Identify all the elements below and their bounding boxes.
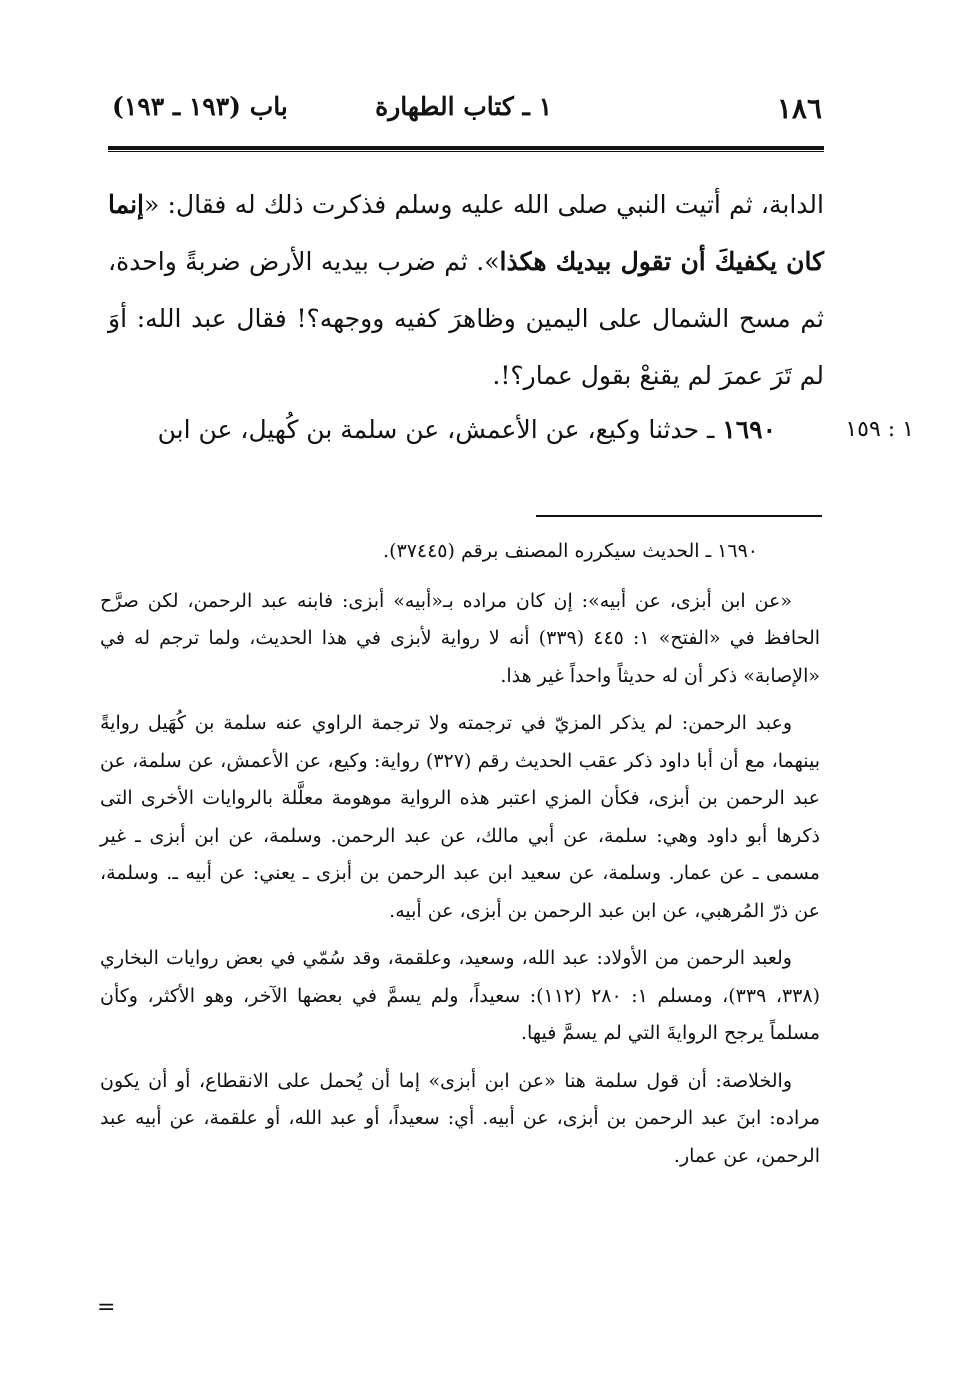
footnote-2: «عن ابن أبزى، عن أبيه»: إن كان مراده بـ«أبيه» أبزى: فابنه عبد الرحمن، لكن صرَّح الحافظ في «الفتح» ١: ٤٤٥ (٣٣٩) أنه لا رواية لأبزى في هذا الحديث، ولما ترجم له في «الإصابة» ذكر أن له حديثاً واحداً غير هذا. (100, 589, 821, 687)
margin-reference: ١ : ١٥٩ (845, 417, 914, 442)
book-title: ١ ـ كتاب الطهارة (375, 92, 552, 121)
main-text-part: الدابة، ثم أتيت النبي صلى الله عليه وسلم فذكرت ذلك له فقال: « (143, 190, 824, 219)
footnote-3: وعبد الرحمن: لم يذكر المزيّ في ترجمته ولا ترجمة الراوي عنه سلمة بن كُهَيل روايةً بينهما، مع أن أبا داود ذكر عقب الحديث رقم (٣٢٧) رواية: وكيع، عن الأعمش، عن سلمة، عن عبد الرحمن بن أبزى، فكأن المزي اعتبر هذه الرواية موهومة معلَّلة بالروايات الأخرى التى ذكرها أبو داود وهي: سلمة، عن أبي مالك، عن عبد الرحمن. وسلمة، عن ابن أبزى ـ غير مسمى ـ عن عمار. وسلمة، عن سعيد ابن عبد الرحمن بن أبزى ـ يعني: عن أبيه ـ. وسلمة، عن ذرّ المُرهبي، عن ابن عبد الرحمن بن أبزى، عن أبيه. (100, 712, 820, 922)
hadith-line (108, 405, 824, 455)
footnote-separator (536, 515, 822, 517)
header-rule-thin (108, 151, 824, 152)
main-paragraph (108, 176, 824, 404)
footnote-5: والخلاصة: أن قول سلمة هنا «عن ابن أبزى» إما أن يُحمل على الانقطاع، أو أن يكون مراده: ابنَ عبد الرحمن بن أبزى، عن أبيه. أي: سعيداً، أو عبد الله، أو علقمة، عن أبيه عبد الرحمن، عن عمار. (100, 1069, 820, 1167)
footnote-4: ولعبد الرحمن من الأولاد: عبد الله، وسعيد، وعلقمة، وقد سُمّي في بعض روايات البخاري (٣٣٨، ٣٣٩)، ومسلم ١: ٢٨٠ (١١٢): سعيداً، ولم يسمَّ في بعضها الآخر، وهو الأكثر، وكأن مسلماً يرجح الروايةَ التي لم يسمَّ فيها. (100, 947, 820, 1044)
main-text (108, 176, 824, 404)
hadith-text: ـ حدثنا وكيع، عن الأعمش، عن سلمة بن كُهيل، عن ابن (157, 415, 715, 444)
footnotes (100, 533, 820, 1185)
prophet-quote: إنما كان يكفيكَ أن تقول بيديك هكذا (108, 190, 824, 276)
header-rule (108, 146, 824, 150)
footnote-1: ١٦٩٠ ـ الحديث سيكرره المصنف برقم (٣٧٤٤٥). (383, 540, 758, 562)
hadith-number: ١٦٩٠ (722, 415, 776, 444)
chapter-title: باب (١٩٣ ـ ١٩٣) (112, 92, 288, 121)
main-text-part: ». ثم ضرب بيديه الأرض ضربةً واحدة، ثم مسح الشمال على اليمين وظاهرَ كفيه ووجهه؟! فقال عبد الله: أوَ لم تَرَ عمرَ لم يقنعْ بقول عمار؟!. (108, 247, 824, 390)
page-header (112, 92, 822, 138)
page-number: ١٨٦ (776, 92, 822, 125)
continuation-mark: = (97, 1295, 116, 1320)
